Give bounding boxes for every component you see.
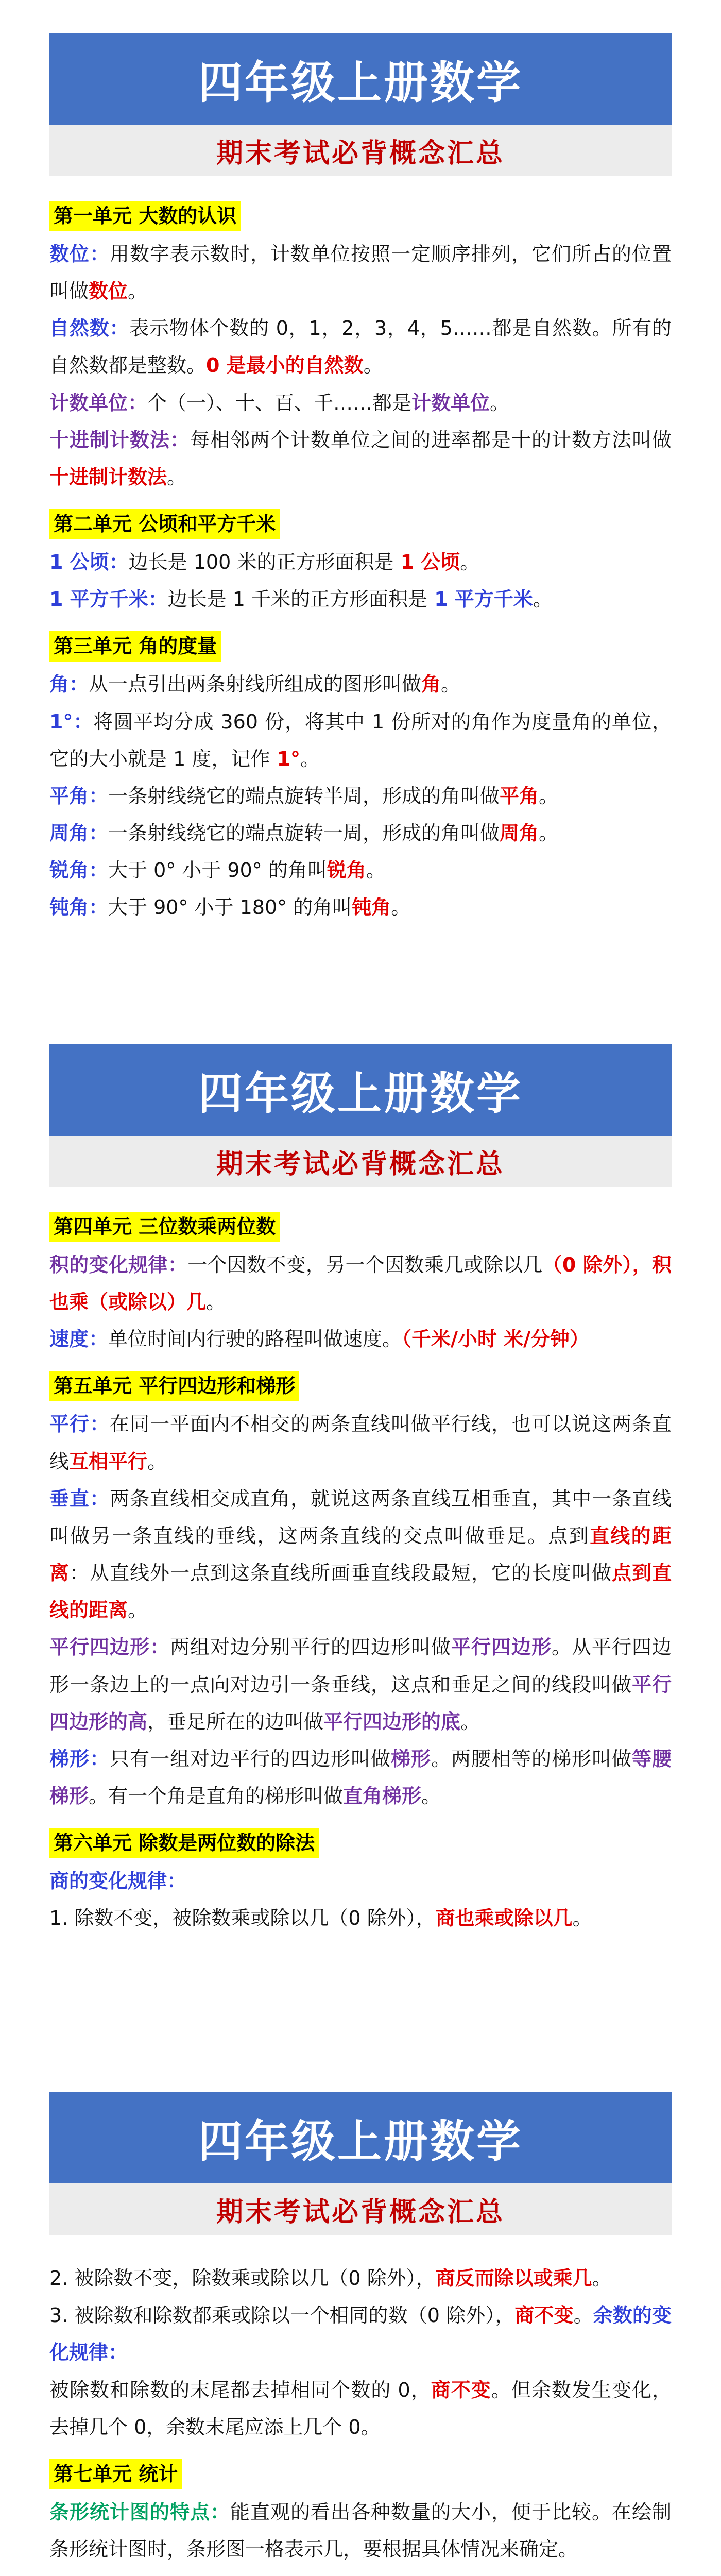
- unit-heading: 第七单元 统计: [49, 2459, 182, 2489]
- unit-heading: 第六单元 除数是两位数的除法: [49, 1828, 319, 1858]
- concept-label: 平行：: [49, 1413, 110, 1436]
- concept-label: 锐角：: [49, 859, 109, 882]
- key-term: 商不变: [431, 2378, 491, 2401]
- concept-paragraph: 1 公顷：边长是 100 米的正方形面积是 1 公顷。: [49, 551, 480, 574]
- section-3: [49, 2092, 672, 2576]
- concept-paragraph: 1. 除数不变，被除数乘或除以几（0 除外），商也乘或除以几。: [49, 1907, 592, 1930]
- section-1: [49, 33, 672, 926]
- concept-paragraph: 被除数和除数的末尾都去掉相同个数的 0，商不变。但余数发生变化，去掉几个 0，余数末尾应添上几个 0。: [49, 2378, 672, 2438]
- concept-paragraph: 周角：一条射线绕它的端点旋转一周，形成的角叫做周角。: [49, 822, 559, 845]
- unit-heading: 第四单元 三位数乘两位数: [49, 1212, 280, 1242]
- key-term: 梯形: [390, 1748, 431, 1771]
- page-subtitle: 期末考试必背概念汇总: [49, 125, 672, 176]
- concept-paragraph: 条形统计图的特点：能直观的看出各种数量的大小，便于比较。在绘制条形统计图时，条形图一格表示几，要根据具体情况来确定。: [49, 2500, 672, 2561]
- key-term: （千米/小时 米/分钟）: [402, 1328, 590, 1351]
- concept-label: 1°：: [49, 710, 94, 733]
- key-term: 等腰梯形: [49, 1748, 672, 1808]
- concept-paragraph: 平角：一条射线绕它的端点旋转半周，形成的角叫做平角。: [49, 784, 559, 807]
- concept-label: 梯形：: [49, 1748, 110, 1771]
- concept-label: 余数的变化规律：: [49, 2304, 672, 2364]
- concept-label: 数位：: [49, 242, 110, 265]
- key-term: 平行四边形的高: [49, 1673, 672, 1733]
- concept-paragraph: 计数单位：个（一）、十、百、千……都是计数单位。: [49, 391, 510, 414]
- key-term: 直角梯形: [343, 1785, 422, 1808]
- key-term: 平行四边形: [451, 1636, 552, 1659]
- concept-label: 1 平方千米：: [49, 588, 168, 611]
- key-term: （0 除外），积也乘（或除以）几: [49, 1253, 672, 1314]
- concept-label: 垂直：: [49, 1487, 110, 1510]
- concept-paragraph: 1°：将圆平均分成 360 份，将其中 1 份所对的角作为度量角的单位，它的大小就是 1 度，记作 1°。: [49, 710, 672, 770]
- concept-label: 平角：: [49, 784, 109, 807]
- concept-paragraph: 梯形：只有一组对边平行的四边形叫做梯形。两腰相等的梯形叫做等腰梯形。有一个角是直角的梯形叫做直角梯形。: [49, 1748, 672, 1808]
- concept-label: 计数单位：: [49, 391, 148, 414]
- concept-paragraph: 2. 被除数不变，除数乘或除以几（0 除外），商反而除以或乘几。: [49, 2267, 612, 2290]
- concept-paragraph: 自然数：表示物体个数的 0，1，2，3，4，5……都是自然数。所有的自然数都是整数。0 是最小的自然数。: [49, 317, 672, 377]
- section-2: [49, 1044, 672, 1937]
- concept-label: 速度：: [49, 1328, 109, 1351]
- unit-heading: 第二单元 公顷和平方千米: [49, 509, 280, 539]
- page-title: 四年级上册数学: [49, 2092, 672, 2183]
- unit-heading: 第一单元 大数的认识: [49, 201, 241, 231]
- key-term: 平角: [500, 784, 539, 807]
- key-term: 锐角: [327, 859, 366, 882]
- page-title: 四年级上册数学: [49, 1044, 672, 1136]
- concept-label: 钝角：: [49, 896, 109, 919]
- concept-paragraph: 速度：单位时间内行驶的路程叫做速度。（千米/小时 米/分钟）: [49, 1328, 590, 1351]
- key-term: 直线的距离: [49, 1524, 672, 1585]
- key-term: 点到直线的距离: [49, 1562, 672, 1622]
- key-term: 数位: [89, 280, 128, 303]
- page-title: 四年级上册数学: [49, 33, 672, 125]
- key-term: 计数单位: [411, 391, 490, 414]
- concept-paragraph: 平行四边形：两组对边分别平行的四边形叫做平行四边形。从平行四边形一条边上的一点向对边引一条垂线，这点和垂足之间的线段叫做平行四边形的高，垂足所在的边叫做平行四边形的底。: [49, 1636, 672, 1733]
- concept-paragraph: 锐角：大于 0° 小于 90° 的角叫锐角。: [49, 859, 386, 882]
- unit-heading: 第五单元 平行四边形和梯形: [49, 1371, 299, 1401]
- concept-label: 自然数：: [49, 317, 130, 340]
- concept-paragraph: 数位：用数字表示数时，计数单位按照一定顺序排列，它们所占的位置叫做数位。: [49, 242, 672, 303]
- key-term: 1 平方千米: [427, 588, 533, 611]
- concept-label: 商的变化规律：: [49, 1870, 187, 1893]
- key-term: 1 公顷: [393, 551, 460, 574]
- key-term: 1°: [270, 747, 301, 770]
- unit-heading: 第三单元 角的度量: [49, 631, 221, 662]
- concept-paragraph: 积的变化规律：一个因数不变，另一个因数乘几或除以几（0 除外），积也乘（或除以）几。: [49, 1253, 672, 1314]
- concept-label: 十进制计数法：: [49, 428, 190, 451]
- key-term: 平行四边形的底: [323, 1710, 461, 1733]
- page-subtitle: 期末考试必背概念汇总: [49, 1136, 672, 1187]
- concept-paragraph: 3. 被除数和除数都乘或除以一个相同的数（0 除外），商不变。余数的变化规律：: [49, 2304, 672, 2364]
- key-term: 十进制计数法: [49, 466, 167, 489]
- key-term: 0 是最小的自然数: [206, 354, 364, 377]
- concept-label: 积的变化规律：: [49, 1253, 188, 1276]
- concept-label: 条形统计图的特点：: [49, 2500, 230, 2523]
- concept-label: 平行四边形：: [49, 1636, 170, 1659]
- key-term: 商反而除以或乘几: [435, 2267, 592, 2290]
- concept-paragraph: 钝角：大于 90° 小于 180° 的角叫钝角。: [49, 896, 411, 919]
- concept-label: 周角：: [49, 822, 109, 845]
- key-term: 商也乘或除以几: [435, 1907, 573, 1930]
- key-term: 商不变: [514, 2304, 574, 2327]
- concept-paragraph: 角：从一点引出两条射线所组成的图形叫做角。: [49, 673, 461, 696]
- concept-paragraph: 1 平方千米：边长是 1 千米的正方形面积是 1 平方千米。: [49, 588, 553, 611]
- key-term: 角: [421, 673, 441, 696]
- concept-label: 1 公顷：: [49, 551, 129, 574]
- key-term: 周角: [500, 822, 539, 845]
- concept-paragraph: 十进制计数法：每相邻两个计数单位之间的进率都是十的计数方法叫做十进制计数法。: [49, 428, 672, 489]
- concept-label: 角：: [49, 673, 89, 696]
- concept-paragraph: [49, 1862, 672, 1900]
- concept-paragraph: 平行：在同一平面内不相交的两条直线叫做平行线，也可以说这两条直线互相平行。: [49, 1413, 672, 1473]
- key-term: 互相平行: [69, 1450, 148, 1473]
- key-term: 钝角: [352, 896, 391, 919]
- page-subtitle: 期末考试必背概念汇总: [49, 2183, 672, 2235]
- concept-paragraph: 垂直：两条直线相交成直角，就说这两条直线互相垂直，其中一条直线叫做另一条直线的垂线，这两条直线的交点叫做垂足。点到直线的距离：从直线外一点到这条直线所画垂直线段最短，它的长度叫做点到直线的距离。: [49, 1487, 672, 1622]
